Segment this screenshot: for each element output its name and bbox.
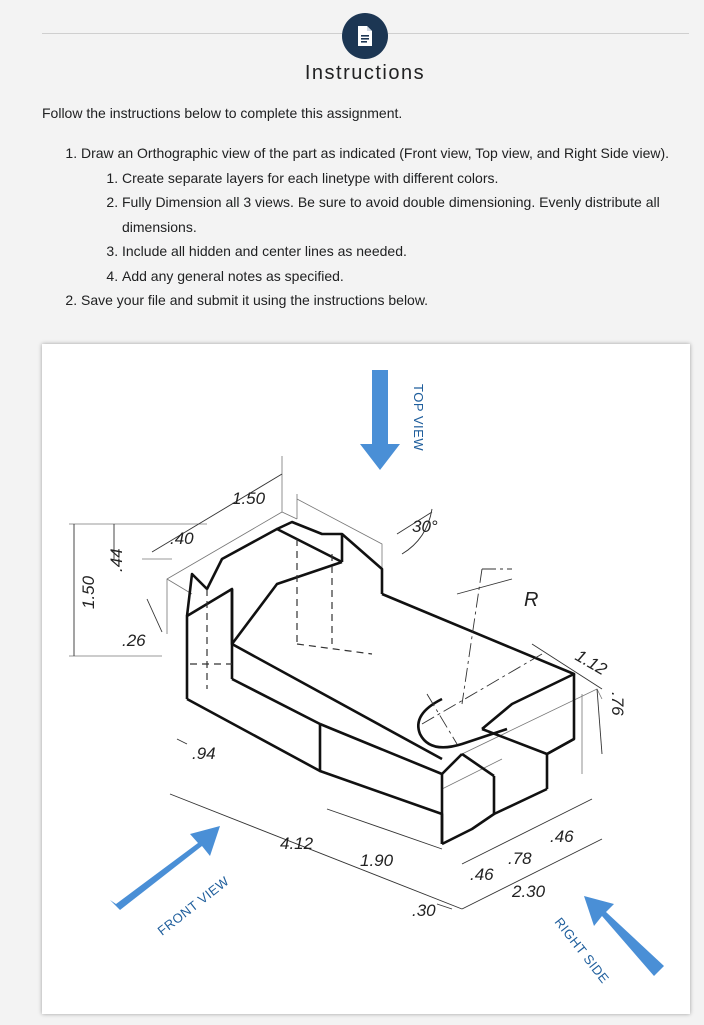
hidden-lines	[190, 539, 372, 689]
page-title: Instructions	[304, 62, 426, 84]
list-item: 3. Include all hidden and center lines as needed.	[122, 239, 704, 264]
dim-0-40: .40	[170, 529, 194, 548]
dim-4-12: 4.12	[280, 834, 314, 853]
dim-1-90: 1.90	[360, 851, 394, 870]
intro-text: Follow the instructions below to complete this assignment.	[42, 105, 403, 121]
dim-0-76: .76	[608, 692, 627, 716]
front-view-label: FRONT VIEW	[154, 873, 232, 939]
dim-1-50-top: 1.50	[232, 489, 266, 508]
step-text: Draw an Orthographic view of the part as indicated (Front view, Top view, and Right Side view).	[81, 145, 670, 161]
list-item: 2. Fully Dimension all 3 views. Be sure to avoid double dimensioning. Evenly distribute all dimensions.	[122, 190, 704, 239]
document-icon	[342, 13, 388, 59]
list-item: 4. Add any general notes as specified.	[122, 264, 704, 289]
part-outline	[187, 522, 574, 844]
header-divider-right	[388, 33, 689, 34]
list-item: 1. Create separate layers for each linetype with different colors.	[122, 166, 704, 191]
dim-0-46-a: .46	[470, 865, 494, 884]
top-view-label: TOP VIEW	[411, 384, 426, 452]
view-arrows	[110, 370, 664, 976]
dim-2-30: 2.30	[512, 882, 546, 901]
dimension-lines	[74, 474, 602, 909]
dim-0-46-b: .46	[550, 827, 574, 846]
header-divider-left	[42, 33, 342, 34]
instruction-list	[42, 141, 704, 313]
dim-1-50-left: 1.50	[79, 575, 98, 609]
sub-instruction-list	[81, 166, 704, 289]
dim-0-26: .26	[122, 631, 146, 650]
dim-30-degrees: 30°	[412, 517, 438, 536]
dim-0-78: .78	[508, 849, 532, 868]
dim-1-12: 1.12	[572, 646, 611, 680]
construction-lines	[69, 456, 602, 814]
isometric-drawing-figure	[42, 344, 690, 1014]
dim-0-44: .44	[107, 548, 126, 572]
list-item	[81, 141, 704, 288]
dim-0-94: .94	[192, 744, 216, 763]
dim-0-30: .30	[412, 901, 436, 920]
right-side-label: RIGHT SIDE	[551, 914, 613, 987]
list-item: 2. Save your file and submit it using the instructions below.	[81, 288, 704, 313]
isometric-drawing	[42, 344, 690, 1014]
dimension-labels	[79, 489, 627, 920]
dim-radius: R	[524, 589, 539, 611]
top-view-arrow	[360, 370, 400, 470]
